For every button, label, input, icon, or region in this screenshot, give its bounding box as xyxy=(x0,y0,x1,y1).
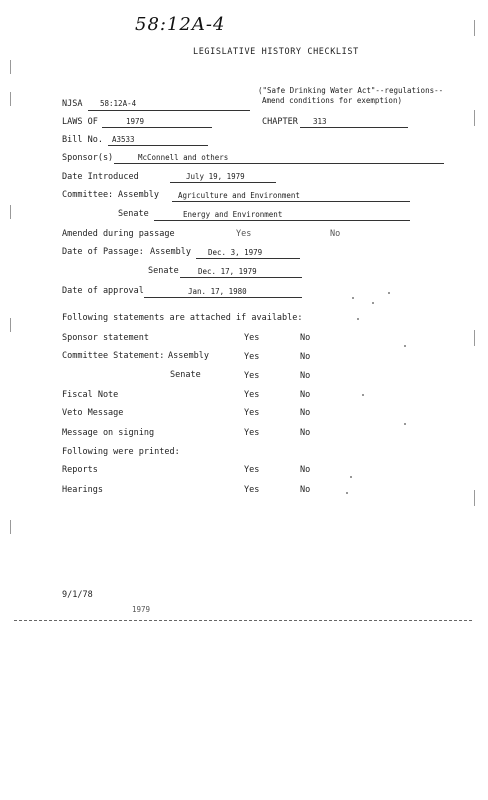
sponsor-label: Sponsor(s) xyxy=(62,153,114,163)
committee-senate-label: Senate xyxy=(118,209,149,219)
chapter-label: CHAPTER xyxy=(262,117,298,127)
footer-date: 9/1/78 xyxy=(62,590,93,600)
printed-yes: Yes xyxy=(244,485,260,495)
attached-heading: Following statements are attached if available: xyxy=(62,313,303,323)
statement-label: Veto Message xyxy=(62,408,124,418)
scan-speck xyxy=(352,297,354,299)
printed-no: No xyxy=(300,465,311,475)
printed-yes: Yes xyxy=(244,465,260,475)
passage-senate-label: Senate xyxy=(148,266,179,276)
bottom-dashed-edge xyxy=(14,620,472,621)
statute-note-line1: ("Safe Drinking Water Act"--regulations-- xyxy=(258,86,444,95)
laws-of-label: LAWS OF xyxy=(62,117,98,127)
njsa-label: NJSA xyxy=(62,99,83,109)
statement-no: No xyxy=(300,390,311,400)
scan-speck xyxy=(404,345,406,347)
statement-yes: Yes xyxy=(244,352,260,362)
committee-senate-underline xyxy=(154,220,410,221)
bill-underline xyxy=(108,145,208,146)
passage-assembly-value: Dec. 3, 1979 xyxy=(208,248,263,257)
statement-label: Fiscal Note xyxy=(62,390,119,400)
printed-label: Reports xyxy=(62,465,98,475)
committee-label: Committee: xyxy=(62,190,114,200)
passage-senate-value: Dec. 17, 1979 xyxy=(198,267,257,276)
scan-speck xyxy=(362,394,364,396)
statement-label: Committee Statement: xyxy=(62,351,165,361)
passage-assembly-label: Assembly xyxy=(150,247,191,257)
approval-value: Jan. 17, 1980 xyxy=(188,287,247,296)
scan-mark xyxy=(10,520,11,534)
scan-mark xyxy=(474,330,475,346)
statement-no: No xyxy=(300,408,311,418)
printed-no: No xyxy=(300,485,311,495)
scan-speck xyxy=(350,476,352,478)
statement-no: No xyxy=(300,333,311,343)
scan-mark xyxy=(10,60,11,74)
statement-yes: Yes xyxy=(244,390,260,400)
scan-mark xyxy=(474,110,475,126)
statement-yes: Yes xyxy=(244,371,260,381)
scan-mark xyxy=(474,20,475,36)
committee-assembly-value: Agriculture and Environment xyxy=(178,191,300,200)
date-introduced-value: July 19, 1979 xyxy=(186,172,245,181)
sponsor-value: McConnell and others xyxy=(138,153,229,162)
statement-sub-label: Assembly xyxy=(168,351,209,361)
chapter-value: 313 xyxy=(313,117,327,126)
amended-yes-mark: Yes xyxy=(236,229,252,239)
scan-mark xyxy=(10,92,11,106)
scan-mark xyxy=(474,490,475,506)
printed-label: Hearings xyxy=(62,485,103,495)
committee-senate-value: Energy and Environment xyxy=(183,210,283,219)
scan-mark xyxy=(10,205,11,219)
statement-no: No xyxy=(300,352,311,362)
statement-yes: Yes xyxy=(244,428,260,438)
bill-value: A3533 xyxy=(112,135,135,144)
passage-senate-underline xyxy=(180,277,302,278)
passage-label: Date of Passage: xyxy=(62,247,144,257)
statute-note-line2: Amend conditions for exemption) xyxy=(262,96,402,105)
statement-label: Message on signing xyxy=(62,428,155,438)
committee-assembly-underline xyxy=(172,201,410,202)
njsa-underline xyxy=(88,110,250,111)
printed-heading: Following were printed: xyxy=(62,447,180,457)
njsa-value: 58:12A-4 xyxy=(100,99,137,108)
statement-sub-label: Senate xyxy=(170,370,201,380)
laws-year: 1979 xyxy=(126,117,145,126)
amended-label: Amended during passage xyxy=(62,229,175,239)
date-introduced-underline xyxy=(170,182,276,183)
scan-speck xyxy=(404,423,406,425)
page-title: LEGISLATIVE HISTORY CHECKLIST xyxy=(193,47,359,57)
statement-label: Sponsor statement xyxy=(62,333,149,343)
scan-speck xyxy=(372,302,374,304)
bill-label: Bill No. xyxy=(62,135,103,145)
statement-no: No xyxy=(300,371,311,381)
approval-label: Date of approval xyxy=(62,286,144,296)
statement-yes: Yes xyxy=(244,408,260,418)
handwritten-code: 58:12A-4 xyxy=(135,14,226,35)
amended-no-mark: No xyxy=(330,229,341,239)
passage-assembly-underline xyxy=(196,258,300,259)
footer-stamp: 1979 xyxy=(132,605,151,614)
date-introduced-label: Date Introduced xyxy=(62,172,139,182)
scan-speck xyxy=(357,318,359,320)
statement-yes: Yes xyxy=(244,333,260,343)
committee-assembly-label: Assembly xyxy=(118,190,159,200)
laws-underline xyxy=(102,127,212,128)
scan-speck xyxy=(388,292,390,294)
chapter-underline xyxy=(300,127,408,128)
sponsor-underline xyxy=(114,163,444,164)
statement-no: No xyxy=(300,428,311,438)
approval-underline xyxy=(144,297,302,298)
scan-speck xyxy=(346,492,348,494)
scan-mark xyxy=(10,318,11,332)
